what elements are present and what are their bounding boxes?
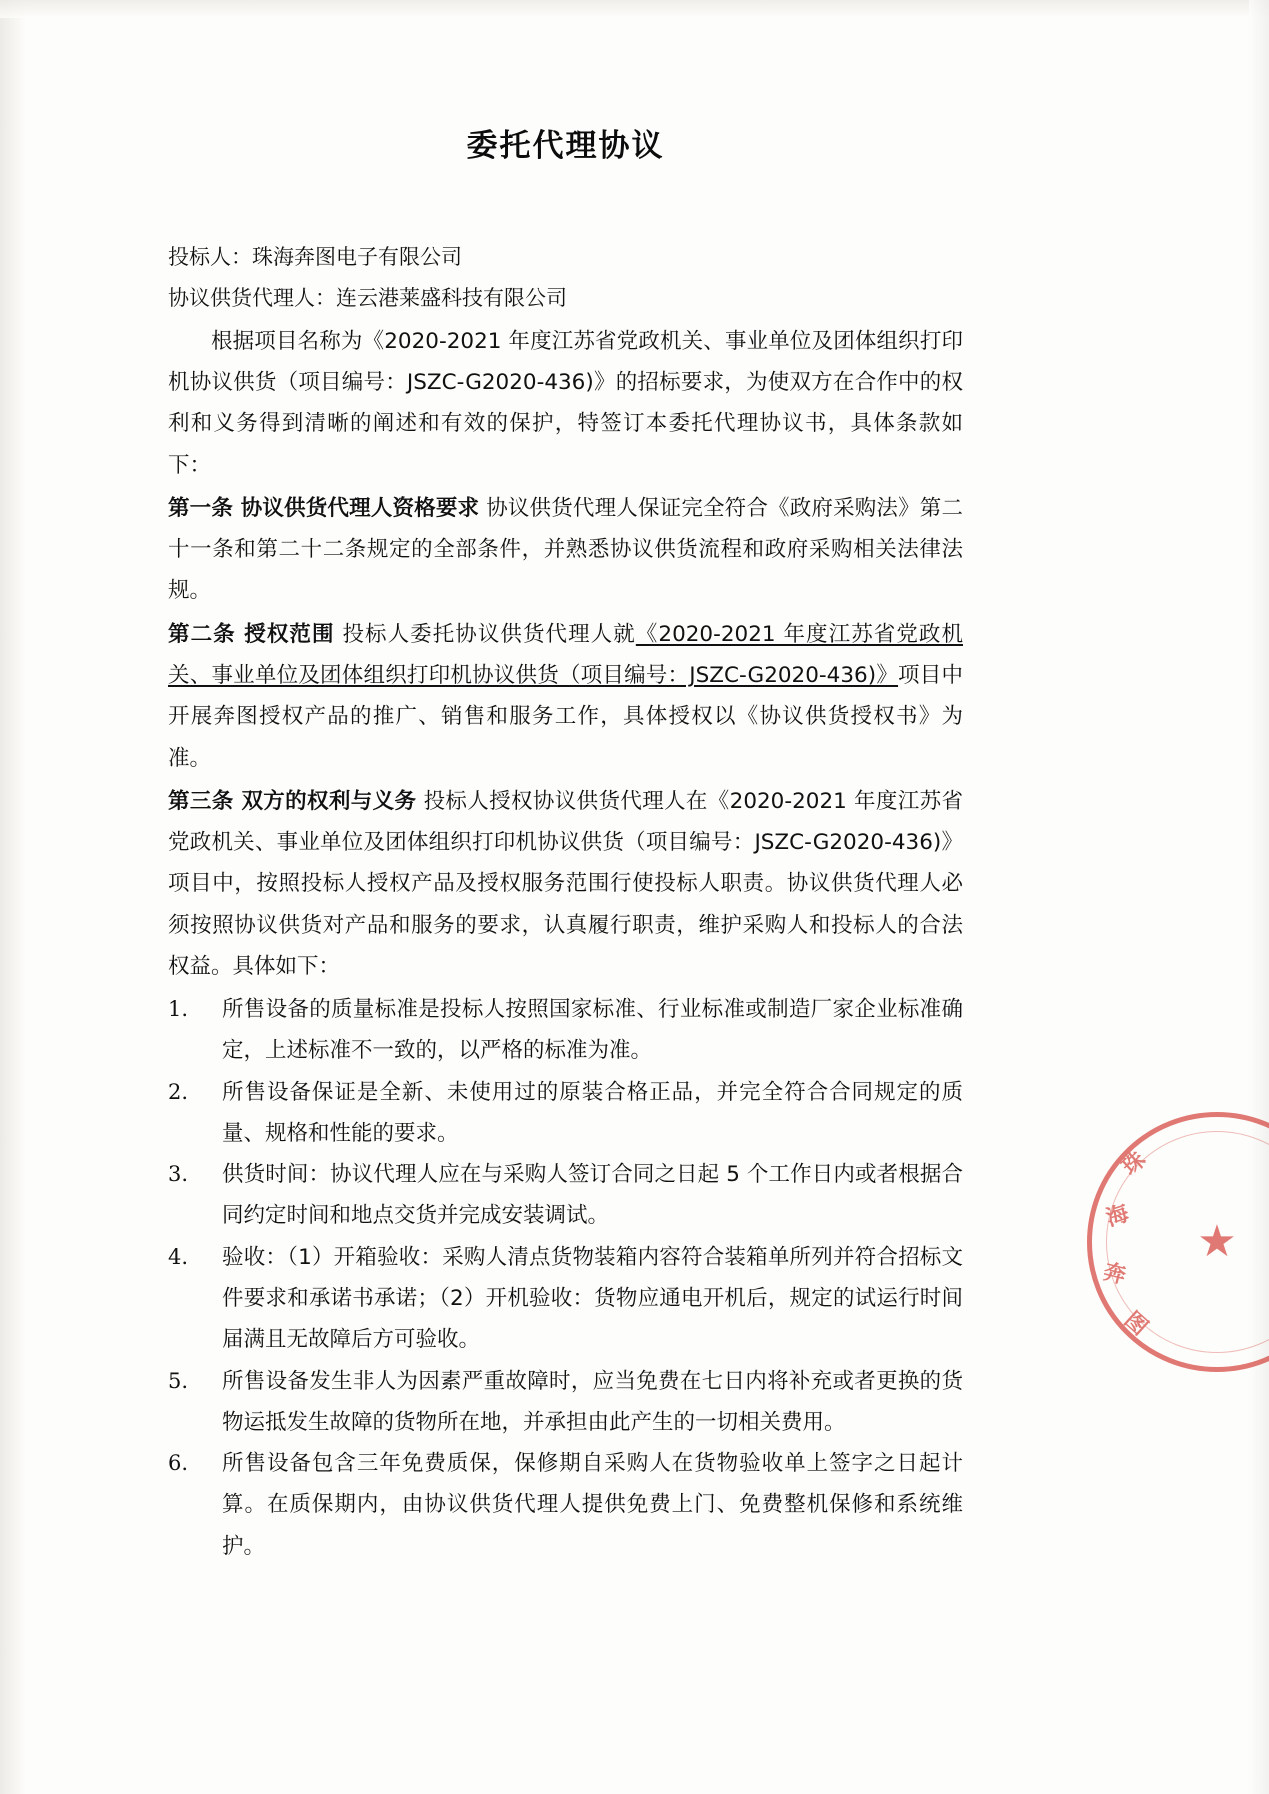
list-item	[168, 1237, 963, 1361]
clause-1	[168, 488, 963, 612]
list-item-number: 5.	[168, 1368, 189, 1393]
obligation-list	[168, 989, 963, 1567]
document-title: 委托代理协议	[466, 128, 665, 164]
clause-1-heading: 第一条 协议供货代理人资格要求	[168, 495, 480, 521]
list-item-text: 所售设备的质量标准是投标人按照国家标准、行业标准或制造厂家企业标准确定，上述标准不一致的，以严格的标准为准。	[222, 997, 963, 1064]
party-agent: 协议供货代理人：连云港莱盛科技有限公司	[168, 285, 567, 310]
seal-star-icon: ★	[1197, 1216, 1237, 1267]
list-item-text: 供货时间：协议代理人应在与采购人签订合同之日起 5 个工作日内或者根据合同约定时间和地点交货并完成安装调试。	[222, 1162, 963, 1229]
list-item-text: 所售设备保证是全新、未使用过的原装合格正品，并完全符合合同规定的质量、规格和性能的要求。	[222, 1079, 963, 1146]
seal-inner-ring	[1106, 1131, 1269, 1353]
clause-2-heading: 第二条 授权范围	[168, 621, 335, 647]
list-item	[168, 1443, 963, 1567]
scan-edge-shadow-top	[0, 0, 1269, 18]
party-bidder: 投标人：珠海奔图电子有限公司	[168, 245, 462, 269]
preamble-paragraph: 根据项目名称为《2020-2021 年度江苏省党政机关、事业单位及团体组织打印机协议供货（项目编号：JSZC-G2020-436)》的招标要求，为使双方在合作中的权利和义务得到清晰的阐述和有效的保护，特签订本委托代理协议书，具体条款如下：	[168, 328, 963, 478]
clause-2-body-after: 项目中开展奔图授权产品的推广、销售和服务工作，具体授权以《协议供货授权书》为准。	[168, 663, 963, 771]
scan-edge-shadow-right	[1249, 0, 1269, 1794]
seal-characters	[1092, 1117, 1269, 1367]
clause-2	[168, 614, 963, 779]
list-item-number: 2.	[168, 1079, 189, 1104]
list-item-text: 验收：（1）开箱验收：采购人清点货物装箱内容符合装箱单所列并符合招标文件要求和承诺书承诺；（2）开机验收：货物应通电开机后，规定的试运行时间届满且无故障后方可验收。	[222, 1244, 963, 1353]
clause-1-body: 协议供货代理人保证完全符合《政府采购法》第二十一条和第二十二条规定的全部条件，并熟悉协议供货流程和政府采购相关法律法规。	[168, 495, 963, 604]
clause-3	[168, 781, 963, 987]
list-item	[168, 1072, 963, 1155]
seal-char: 奔	[1100, 1259, 1129, 1290]
clause-3-heading: 第三条 双方的权利与义务	[168, 788, 417, 814]
clause-2-body-underlined: 《2020-2021 年度江苏省党政机关、事业单位及团体组织打印机协议供货（项目编号：JSZC-G2020-436)》	[168, 621, 963, 688]
seal-char: 图	[1119, 1307, 1153, 1341]
list-item-number: 6.	[168, 1451, 189, 1476]
company-seal-stamp	[1087, 1112, 1269, 1372]
list-item-number: 4.	[168, 1244, 189, 1269]
list-item	[168, 1361, 963, 1444]
document-body	[168, 120, 963, 1567]
seal-char: 珠	[1117, 1147, 1151, 1181]
list-item-number: 3.	[168, 1162, 189, 1187]
clause-3-body: 投标人授权协议供货代理人在《2020-2021 年度江苏省党政机关、事业单位及团体组织打印机协议供货（项目编号：JSZC-G2020-436)》项目中，按照投标人授权产品及授权服务范围行使投标人职责。协议供货代理人必须按照协议供货对产品和服务的要求，认真履行职责，维护采购人和投标人的合法权益。具体如下：	[168, 788, 963, 979]
list-item-number: 1.	[168, 997, 189, 1022]
clause-2-body-before: 投标人委托协议供货代理人就	[342, 621, 636, 647]
list-item	[168, 1154, 963, 1237]
list-item-text: 所售设备发生非人为因素严重故障时，应当免费在七日内将补充或者更换的货物运抵发生故障的货物所在地，并承担由此产生的一切相关费用。	[222, 1368, 963, 1435]
seal-char: 海	[1103, 1201, 1132, 1232]
list-item-text: 所售设备包含三年免费质保，保修期自采购人在货物验收单上签字之日起计算。在质保期内，由协议供货代理人提供免费上门、免费整机保修和系统维护。	[222, 1451, 963, 1559]
list-item	[168, 989, 963, 1072]
scan-edge-shadow-left	[0, 0, 26, 1794]
